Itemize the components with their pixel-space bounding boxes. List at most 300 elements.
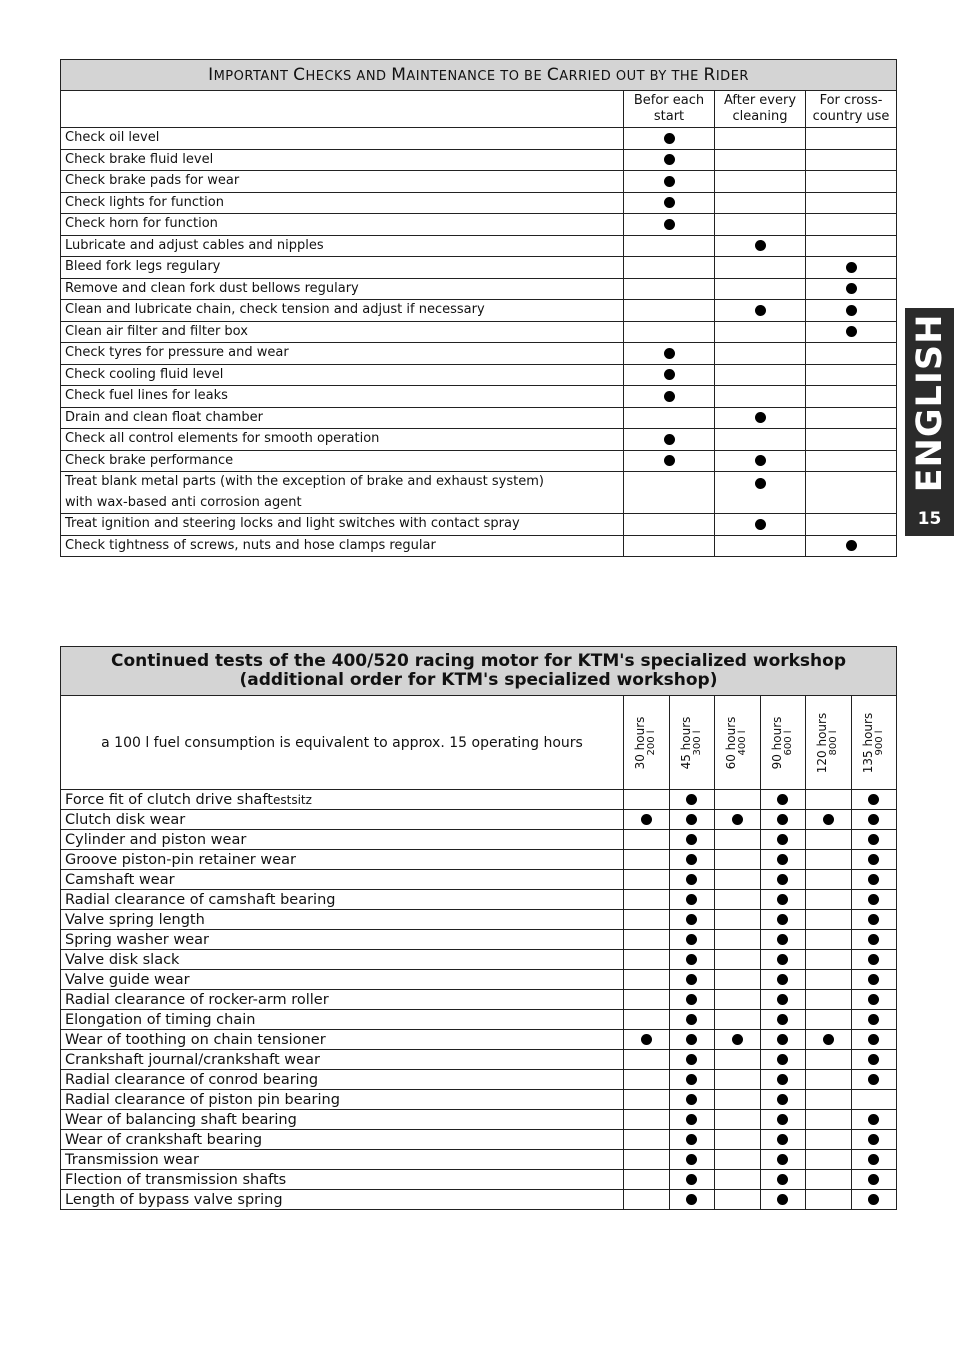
mark-cell (669, 950, 715, 970)
interval-hours: 60 hours (724, 716, 739, 769)
mark-cell (715, 535, 806, 557)
mark-cell (806, 1170, 852, 1190)
interval-fuel: 300 l (691, 729, 703, 756)
table-row (61, 1150, 897, 1170)
check-label (61, 472, 624, 514)
mark-cell (624, 1030, 670, 1050)
mark-cell (806, 214, 897, 236)
test-label-text: Radial clearance of camshaft bearing (65, 891, 336, 908)
mark-cell (760, 830, 806, 850)
mark-cell (851, 1190, 897, 1210)
check-label (61, 321, 624, 343)
bullet-mark (755, 305, 766, 316)
test-label-text: Cylinder and piston wear (65, 831, 247, 848)
table-row (61, 1110, 897, 1130)
mark-cell (715, 514, 806, 536)
mark-cell (851, 870, 897, 890)
mark-cell (624, 300, 715, 322)
mark-cell (760, 810, 806, 830)
bullet-mark (664, 219, 675, 230)
bullet-mark (755, 455, 766, 466)
mark-cell (624, 171, 715, 193)
bullet-mark (777, 914, 788, 925)
mark-cell (669, 1030, 715, 1050)
table-row (61, 386, 897, 408)
mark-cell (806, 514, 897, 536)
bullet-mark (777, 1174, 788, 1185)
mark-cell (624, 364, 715, 386)
mark-cell (624, 1190, 670, 1210)
mark-cell (760, 1070, 806, 1090)
table-row (61, 257, 897, 279)
bullet-mark (664, 348, 675, 359)
bullet-mark (686, 894, 697, 905)
bullet-mark (868, 1134, 879, 1145)
mark-cell (715, 171, 806, 193)
check-label (61, 128, 624, 150)
bullet-mark (777, 814, 788, 825)
mark-cell (624, 890, 670, 910)
interval-hours: 30 hours (633, 716, 648, 769)
title-initial: I (208, 65, 214, 85)
check-label-text: Drain and clean float chamber (65, 409, 263, 425)
test-label-text: Clutch disk wear (65, 811, 186, 828)
mark-cell (624, 128, 715, 150)
mark-cell (715, 1070, 761, 1090)
mark-cell (806, 1050, 852, 1070)
check-label (61, 278, 624, 300)
check-label-text-line2: with wax-based anti corrosion agent (65, 494, 302, 510)
test-label-text: Radial clearance of conrod bearing (65, 1071, 319, 1088)
mark-cell (669, 1070, 715, 1090)
bullet-mark (686, 1174, 697, 1185)
bullet-mark (777, 1114, 788, 1125)
column-header-line2: country use (812, 109, 890, 124)
bullet-mark (664, 455, 675, 466)
interval-column-header (624, 696, 670, 790)
table-row (61, 1050, 897, 1070)
bullet-mark (777, 1154, 788, 1165)
column-header-line1: After every (723, 93, 797, 108)
mark-cell (669, 1090, 715, 1110)
bullet-mark (846, 283, 857, 294)
mark-cell (806, 364, 897, 386)
table-row (61, 870, 897, 890)
rider-column-header (806, 91, 897, 128)
table-row (61, 790, 897, 810)
table-row (61, 1030, 897, 1050)
interval-column-header (851, 696, 897, 790)
test-label (61, 970, 624, 990)
mark-cell (624, 1150, 670, 1170)
bullet-mark (868, 914, 879, 925)
mark-cell (806, 930, 852, 950)
check-label-text: Clean and lubricate chain, check tension and adjust if necessary (65, 302, 485, 317)
mark-cell (624, 790, 670, 810)
mark-cell (715, 870, 761, 890)
mark-cell (806, 450, 897, 472)
mark-cell (715, 1170, 761, 1190)
table-row (61, 300, 897, 322)
mark-cell (715, 450, 806, 472)
mark-cell (851, 910, 897, 930)
mark-cell (715, 930, 761, 950)
check-label (61, 364, 624, 386)
bullet-mark (686, 994, 697, 1005)
table-row (61, 343, 897, 365)
table-row (61, 850, 897, 870)
mark-cell (851, 1170, 897, 1190)
test-label-text: Wear of toothing on chain tensioner (65, 1031, 326, 1048)
bullet-mark (846, 305, 857, 316)
test-label (61, 850, 624, 870)
interval-column-header (715, 696, 761, 790)
mark-cell (806, 407, 897, 429)
mark-cell (715, 149, 806, 171)
mark-cell (669, 1150, 715, 1170)
mark-cell (669, 870, 715, 890)
interval-hours: 135 hours (860, 712, 875, 773)
bullet-mark (777, 974, 788, 985)
mark-cell (806, 278, 897, 300)
test-label (61, 1090, 624, 1110)
mark-cell (806, 535, 897, 557)
test-label (61, 990, 624, 1010)
mark-cell (715, 278, 806, 300)
mark-cell (806, 235, 897, 257)
mark-cell (715, 386, 806, 408)
test-label-suffix: estsitz (272, 792, 312, 807)
bullet-mark (777, 874, 788, 885)
mark-cell (806, 321, 897, 343)
mark-cell (624, 472, 715, 514)
bullet-mark (846, 540, 857, 551)
mark-cell (806, 970, 852, 990)
mark-cell (669, 970, 715, 990)
title-rest: HECKS AND (305, 69, 392, 84)
table-row (61, 472, 897, 514)
mark-cell (760, 1090, 806, 1110)
check-label-text: Treat ignition and steering locks and light switches with contact spray (65, 516, 520, 531)
table-row (61, 1170, 897, 1190)
interval-fuel: 800 l (828, 729, 840, 756)
interval-column-header (760, 696, 806, 790)
mark-cell (715, 1010, 761, 1030)
mark-cell (851, 1050, 897, 1070)
mark-cell (624, 1170, 670, 1190)
test-label-text: Flection of transmission shafts (65, 1171, 287, 1188)
mark-cell (806, 850, 852, 870)
bullet-mark (686, 874, 697, 885)
bullet-mark (777, 934, 788, 945)
bullet-mark (686, 1194, 697, 1205)
rider-column-header (624, 91, 715, 128)
bullet-mark (664, 133, 675, 144)
table-row (61, 321, 897, 343)
mark-cell (715, 192, 806, 214)
mark-cell (669, 1130, 715, 1150)
bullet-mark (846, 326, 857, 337)
test-label (61, 1170, 624, 1190)
table-row (61, 171, 897, 193)
mark-cell (851, 1010, 897, 1030)
mark-cell (715, 950, 761, 970)
mark-cell (624, 214, 715, 236)
mark-cell (624, 810, 670, 830)
test-label (61, 930, 624, 950)
mark-cell (624, 429, 715, 451)
mark-cell (806, 1110, 852, 1130)
bullet-mark (641, 814, 652, 825)
mark-cell (760, 870, 806, 890)
mark-cell (806, 1030, 852, 1050)
title-rest: MPORTANT (213, 69, 294, 84)
table-row (61, 1190, 897, 1210)
test-label (61, 1010, 624, 1030)
mark-cell (624, 514, 715, 536)
mark-cell (715, 1130, 761, 1150)
mark-cell (669, 910, 715, 930)
mark-cell (624, 192, 715, 214)
table-row (61, 278, 897, 300)
test-label (61, 810, 624, 830)
table-row (61, 810, 897, 830)
column-header-line2: cleaning (732, 109, 788, 124)
bullet-mark (777, 954, 788, 965)
mark-cell (624, 970, 670, 990)
mark-cell (760, 1010, 806, 1030)
mark-cell (851, 930, 897, 950)
check-label-text: Clean air filter and filter box (65, 323, 248, 339)
check-label (61, 450, 624, 472)
test-label (61, 1070, 624, 1090)
mark-cell (624, 990, 670, 1010)
mark-cell (851, 830, 897, 850)
bullet-mark (686, 1074, 697, 1085)
title-initial: M (391, 65, 407, 85)
mark-cell (624, 1070, 670, 1090)
check-label-text: Check brake fluid level (65, 151, 214, 167)
title-rest: IDER (715, 69, 749, 84)
bullet-mark (777, 1194, 788, 1205)
test-label (61, 910, 624, 930)
check-label-text: Remove and clean fork dust bellows regulary (65, 280, 359, 296)
check-label-text: Treat blank metal parts (with the exception of brake and exhaust system) (65, 474, 544, 489)
mark-cell (624, 278, 715, 300)
bullet-mark (868, 1174, 879, 1185)
test-label (61, 1190, 624, 1210)
interval-hours: 120 hours (815, 712, 830, 773)
mark-cell (806, 429, 897, 451)
mark-cell (669, 830, 715, 850)
mark-cell (851, 850, 897, 870)
mark-cell (715, 1110, 761, 1130)
bullet-mark (686, 1114, 697, 1125)
mark-cell (806, 300, 897, 322)
test-label-text: Valve guide wear (65, 971, 190, 988)
test-label (61, 950, 624, 970)
interval-label (725, 716, 749, 769)
mark-cell (851, 1150, 897, 1170)
check-label-text: Check tightness of screws, nuts and hose clamps regular (65, 537, 436, 553)
bullet-mark (868, 1014, 879, 1025)
table-row (61, 535, 897, 557)
bullet-mark (686, 814, 697, 825)
mark-cell (806, 830, 852, 850)
check-label-text: Check oil level (65, 130, 160, 145)
mark-cell (624, 1130, 670, 1150)
bullet-mark (823, 814, 834, 825)
table-row (61, 149, 897, 171)
column-header-line1: For cross- (819, 93, 883, 108)
mark-cell (806, 810, 852, 830)
bullet-mark (732, 1034, 743, 1045)
bullet-mark (664, 197, 675, 208)
mark-cell (715, 970, 761, 990)
test-label (61, 870, 624, 890)
mark-cell (715, 790, 761, 810)
mark-cell (624, 910, 670, 930)
interval-label (680, 716, 704, 769)
table-row (61, 1070, 897, 1090)
bullet-mark (868, 794, 879, 805)
mark-cell (624, 930, 670, 950)
test-label-text: Length of bypass valve spring (65, 1191, 283, 1208)
mark-cell (715, 472, 806, 514)
bullet-mark (868, 854, 879, 865)
rider-column-header (715, 91, 806, 128)
column-header-line1: Befor each (633, 93, 705, 108)
interval-column-header (806, 696, 852, 790)
bullet-mark (732, 814, 743, 825)
mark-cell (806, 386, 897, 408)
column-header-line2: start (653, 109, 685, 124)
rider-checks-header-blank (61, 91, 624, 128)
mark-cell (715, 1050, 761, 1070)
bullet-mark (823, 1034, 834, 1045)
mark-cell (715, 343, 806, 365)
mark-cell (624, 1090, 670, 1110)
mark-cell (851, 1110, 897, 1130)
bullet-mark (664, 154, 675, 165)
language-label: ENGLISH (909, 313, 950, 493)
mark-cell (715, 910, 761, 930)
bullet-mark (755, 412, 766, 423)
bullet-mark (846, 262, 857, 273)
table-row (61, 990, 897, 1010)
mark-cell (715, 429, 806, 451)
mark-cell (760, 1030, 806, 1050)
mark-cell (624, 450, 715, 472)
bullet-mark (777, 1134, 788, 1145)
check-label (61, 535, 624, 557)
mark-cell (760, 1130, 806, 1150)
mark-cell (760, 930, 806, 950)
table-row (61, 214, 897, 236)
mark-cell (715, 364, 806, 386)
mark-cell (715, 235, 806, 257)
check-label (61, 343, 624, 365)
bullet-mark (868, 834, 879, 845)
mark-cell (806, 1150, 852, 1170)
bullet-mark (868, 1114, 879, 1125)
mark-cell (806, 1010, 852, 1030)
mark-cell (806, 890, 852, 910)
table-row (61, 450, 897, 472)
mark-cell (760, 1110, 806, 1130)
bullet-mark (868, 974, 879, 985)
mark-cell (806, 192, 897, 214)
test-label-text: Valve spring length (65, 911, 205, 928)
bullet-mark (868, 814, 879, 825)
bullet-mark (686, 834, 697, 845)
bullet-mark (868, 874, 879, 885)
title-rest: ARRIED OUT BY THE (559, 69, 704, 84)
bullet-mark (755, 240, 766, 251)
test-label (61, 830, 624, 850)
workshop-title-line2: (additional order for KTM's specialized workshop) (239, 670, 718, 690)
bullet-mark (686, 974, 697, 985)
mark-cell (715, 850, 761, 870)
mark-cell (715, 407, 806, 429)
mark-cell (806, 790, 852, 810)
test-label (61, 1050, 624, 1070)
bullet-mark (686, 1014, 697, 1025)
table-row (61, 514, 897, 536)
workshop-title-line1: Continued tests of the 400/520 racing motor for KTM's specialized workshop (111, 651, 847, 671)
bullet-mark (777, 834, 788, 845)
check-label (61, 429, 624, 451)
bullet-mark (686, 1154, 697, 1165)
mark-cell (760, 1150, 806, 1170)
title-initial: R (703, 65, 716, 85)
check-label (61, 514, 624, 536)
check-label-text: Check all control elements for smooth operation (65, 431, 380, 446)
mark-cell (851, 970, 897, 990)
mark-cell (806, 950, 852, 970)
test-label-text: Force fit of clutch drive shaft (65, 791, 273, 808)
mark-cell (669, 850, 715, 870)
interval-label (634, 716, 658, 769)
bullet-mark (868, 1034, 879, 1045)
check-label (61, 214, 624, 236)
interval-hours: 90 hours (769, 716, 784, 769)
mark-cell (851, 890, 897, 910)
mark-cell (624, 257, 715, 279)
table-row (61, 1010, 897, 1030)
mark-cell (624, 235, 715, 257)
rider-checks-title (61, 60, 897, 91)
bullet-mark (777, 1034, 788, 1045)
mark-cell (715, 1190, 761, 1210)
mark-cell (760, 890, 806, 910)
mark-cell (624, 386, 715, 408)
check-label (61, 300, 624, 322)
bullet-mark (868, 894, 879, 905)
interval-label (771, 716, 795, 769)
check-label-text: Check fuel lines for leaks (65, 388, 228, 403)
mark-cell (760, 970, 806, 990)
test-label-text: Valve disk slack (65, 951, 180, 968)
mark-cell (669, 990, 715, 1010)
check-label (61, 407, 624, 429)
test-label-text: Transmission wear (65, 1151, 199, 1168)
mark-cell (669, 930, 715, 950)
interval-fuel: 400 l (737, 729, 749, 756)
check-label-text: Check tyres for pressure and wear (65, 345, 289, 360)
title-initial: C (546, 65, 560, 85)
bullet-mark (755, 478, 766, 489)
